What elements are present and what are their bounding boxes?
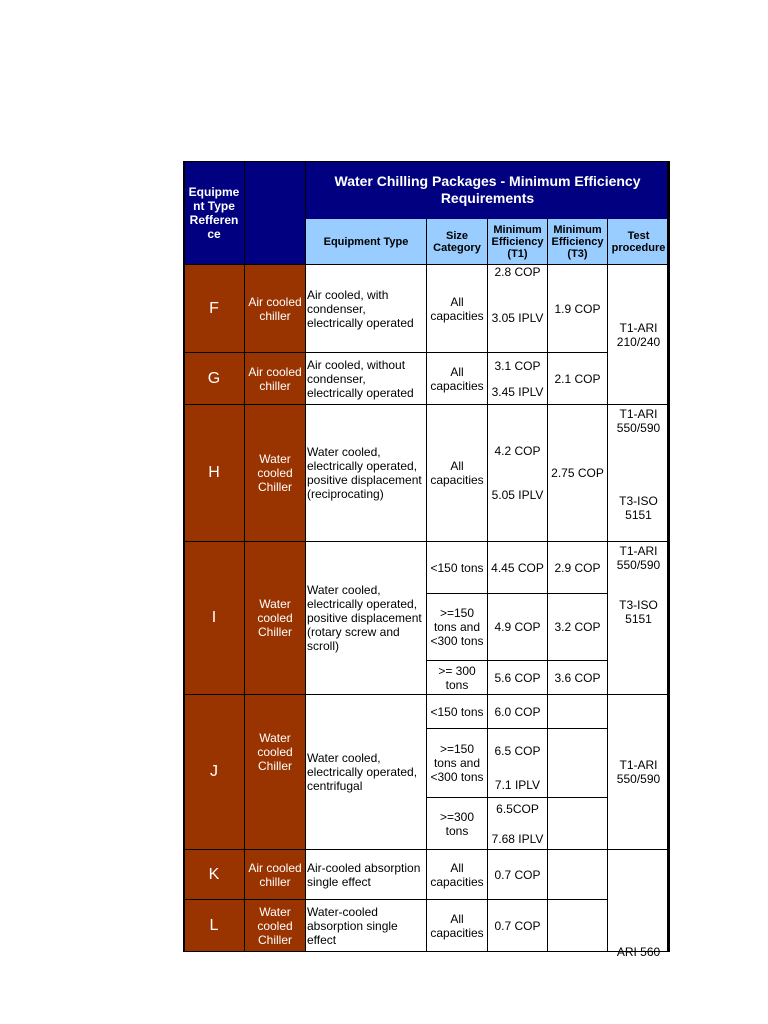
t3-h: 2.75 COP xyxy=(548,405,608,542)
t1-j-3 xyxy=(488,798,548,850)
size-i-3: >= 300 tons xyxy=(427,661,488,695)
test-i-t1: T1-ARI 550/590 xyxy=(616,544,661,572)
t1-h xyxy=(488,405,548,542)
type-f: Air cooled chiller xyxy=(245,265,306,353)
t3-l xyxy=(548,900,608,952)
table-row-h xyxy=(184,405,670,542)
type-k: Air cooled chiller xyxy=(245,850,306,900)
t1-h-iplv: 5.05 IPLV xyxy=(491,488,544,502)
test-fg: T1-ARI 210/240 xyxy=(608,265,670,405)
t1-f-cop: 2.8 COP xyxy=(494,265,541,279)
t3-i-2: 3.2 COP xyxy=(548,594,608,661)
type-j-label: Water cooled Chiller xyxy=(257,731,293,773)
table-left-border xyxy=(183,161,185,951)
t3-f: 1.9 COP xyxy=(548,265,608,353)
type-g: Air cooled chiller xyxy=(245,353,306,405)
t3-i-1: 2.9 COP xyxy=(548,542,608,594)
table-right-border xyxy=(667,161,669,951)
test-kl xyxy=(608,850,670,959)
desc-h: Water cooled, electrically operated, positive displacement (reciprocating) xyxy=(306,405,427,542)
col-header-size-category: Size Category xyxy=(427,219,488,265)
t1-f-iplv: 3.05 IPLV xyxy=(491,311,544,325)
table-row-l xyxy=(184,900,670,952)
test-h-t1: T1-ARI 550/590 xyxy=(616,407,661,435)
type-i: Water cooled Chiller xyxy=(245,542,306,695)
test-j: T1-ARI 550/590 xyxy=(608,695,670,850)
test-i-t3: T3-ISO 5151 xyxy=(619,598,658,626)
ref-j: J xyxy=(184,695,245,850)
t1-g-cop: 3.1 COP xyxy=(494,358,541,373)
type-l: Water cooled Chiller xyxy=(245,900,306,952)
t1-h-cop: 4.2 COP xyxy=(494,444,541,458)
type-header-blank xyxy=(245,162,306,265)
t1-j-3-iplv: 7.68 IPLV xyxy=(491,831,544,846)
size-i-1: <150 tons xyxy=(427,542,488,594)
type-h: Water cooled Chiller xyxy=(245,405,306,542)
ref-i: I xyxy=(184,542,245,695)
test-kl-label: ARI 560 xyxy=(616,945,661,959)
t1-i-3: 5.6 COP xyxy=(488,661,548,695)
size-j-2: >=150 tons and <300 tons xyxy=(427,729,488,798)
t1-j-2 xyxy=(488,729,548,798)
size-j-1: <150 tons xyxy=(427,695,488,729)
size-l: All capacities xyxy=(427,900,488,952)
size-h: All capacities xyxy=(427,405,488,542)
t1-f xyxy=(488,265,548,353)
table-row-k xyxy=(184,850,670,900)
t3-j-1 xyxy=(548,695,608,729)
ref-header: Equipme nt Type Refferen ce xyxy=(184,162,245,265)
size-g: All capacities xyxy=(427,353,488,405)
t3-g: 2.1 COP xyxy=(548,353,608,405)
col-header-min-eff-t3: Minimum Efficiency (T3) xyxy=(548,219,608,265)
t3-i-3: 3.6 COP xyxy=(548,661,608,695)
col-header-test-procedure: Test procedure xyxy=(608,219,670,265)
efficiency-table-sheet xyxy=(183,161,669,959)
t1-g xyxy=(488,353,548,405)
desc-f: Air cooled, with condenser, electrically operated xyxy=(306,265,427,353)
test-i xyxy=(608,542,670,695)
size-i-2: >=150 tons and <300 tons xyxy=(427,594,488,661)
t1-j-1: 6.0 COP xyxy=(488,695,548,729)
chiller-efficiency-table xyxy=(183,161,670,959)
table-row-g xyxy=(184,353,670,405)
ref-f: F xyxy=(184,265,245,353)
table-title: Water Chilling Packages - Minimum Efficiency Requirements xyxy=(306,162,670,219)
type-j xyxy=(245,695,306,850)
t1-i-1: 4.45 COP xyxy=(488,542,548,594)
col-header-equipment-type: Equipment Type xyxy=(306,219,427,265)
table-row-f xyxy=(184,265,670,353)
test-h-t3: T3-ISO 5151 xyxy=(619,494,658,522)
t1-l: 0.7 COP xyxy=(488,900,548,952)
t1-i-2: 4.9 COP xyxy=(488,594,548,661)
desc-g: Air cooled, without condenser, electrically operated xyxy=(306,353,427,405)
t1-j-3-cop: 6.5COP xyxy=(496,801,539,816)
desc-k: Air-cooled absorption single effect xyxy=(306,850,427,900)
t3-j-2 xyxy=(548,729,608,798)
size-f: All capacities xyxy=(427,265,488,353)
col-header-min-eff-t1: Minimum Efficiency (T1) xyxy=(488,219,548,265)
ref-l: L xyxy=(184,900,245,952)
ref-k: K xyxy=(184,850,245,900)
t1-j-2-iplv: 7.1 IPLV xyxy=(494,778,541,792)
size-j-3: >=300 tons xyxy=(427,798,488,850)
table-row-j-1 xyxy=(184,695,670,729)
ref-g: G xyxy=(184,353,245,405)
size-k: All capacities xyxy=(427,850,488,900)
desc-i: Water cooled, electrically operated, positive displacement (rotary screw and scroll) xyxy=(306,542,427,695)
t3-k xyxy=(548,850,608,900)
desc-l: Water-cooled absorption single effect xyxy=(306,900,427,952)
t3-j-3 xyxy=(548,798,608,850)
table-row-i-1 xyxy=(184,542,670,594)
ref-h: H xyxy=(184,405,245,542)
t1-j-2-cop: 6.5 COP xyxy=(494,744,541,758)
t1-k: 0.7 COP xyxy=(488,850,548,900)
test-h xyxy=(608,405,670,542)
t1-g-iplv: 3.45 IPLV xyxy=(491,384,544,399)
desc-j: Water cooled, electrically operated, centrifugal xyxy=(306,695,427,850)
